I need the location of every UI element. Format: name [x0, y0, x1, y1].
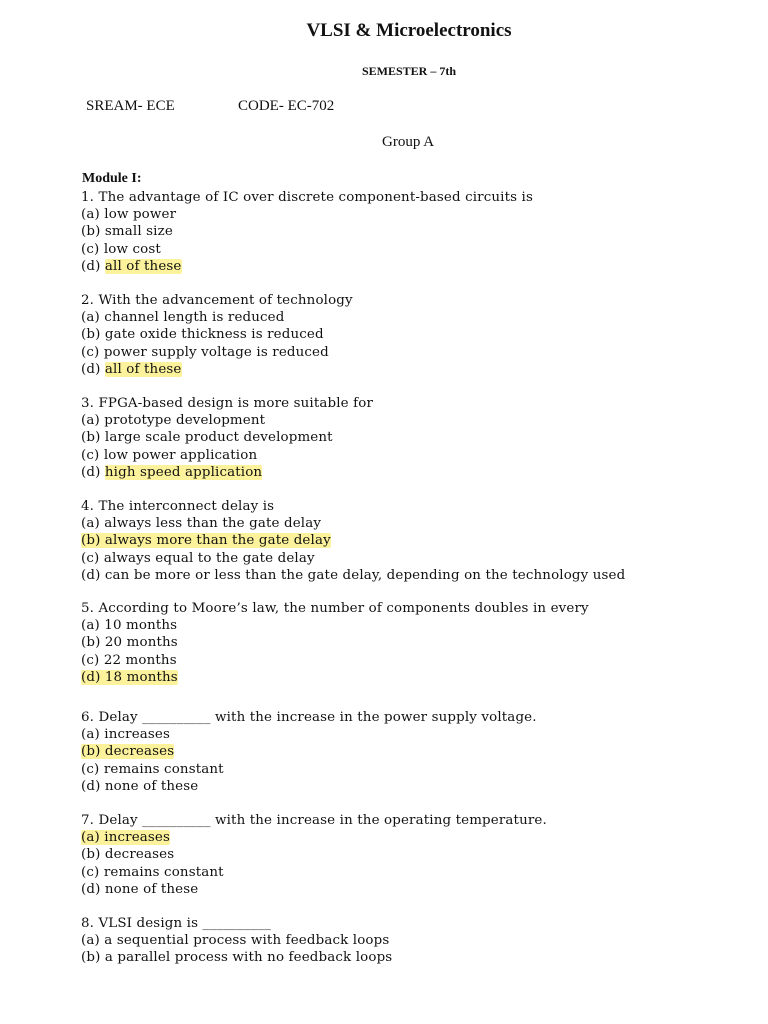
- question-text: 5. According to Moore’s law, the number of components doubles in every: [81, 601, 589, 616]
- option-label: (a): [81, 516, 105, 532]
- option-line: [81, 361, 353, 378]
- highlighted-answer: all of these: [104, 258, 182, 274]
- question-4: [81, 498, 625, 584]
- option-label: (b): [81, 950, 105, 966]
- option-line: [81, 309, 353, 326]
- option-label: (c): [81, 652, 104, 668]
- question-text: 6. Delay __________ with the increase in the power supply voltage.: [81, 710, 537, 725]
- option-line: [81, 846, 547, 863]
- option-text: remains constant: [103, 761, 224, 777]
- question-2: [81, 292, 353, 378]
- option-label: (a): [81, 413, 105, 429]
- option-text: low power application: [103, 447, 258, 463]
- option-label: (c): [81, 761, 104, 777]
- option-label: (d): [81, 778, 105, 794]
- group-label: Group A: [382, 134, 435, 150]
- option-text: increases: [104, 727, 171, 743]
- option-text: 22 months: [103, 652, 177, 668]
- option-label: (d): [81, 464, 105, 480]
- question-1: [81, 189, 533, 275]
- option-text: none of these: [104, 881, 199, 897]
- semester-label: SEMESTER – 7th: [361, 64, 457, 78]
- option-line: [81, 617, 589, 634]
- document-title: VLSI & Microelectronics: [306, 20, 512, 41]
- stream-label: SREAM- ECE: [86, 98, 175, 114]
- option-line: [81, 515, 625, 532]
- option-line: [81, 326, 353, 343]
- option-line: [81, 532, 625, 549]
- option-label: (b): [81, 224, 105, 240]
- option-line: [81, 206, 533, 223]
- option-text: prototype development: [104, 413, 266, 429]
- option-line: [81, 652, 589, 669]
- question-5: [81, 600, 589, 686]
- option-label: (a): [81, 933, 105, 949]
- question-text: 2. With the advancement of technology: [81, 293, 353, 308]
- option-line: [81, 241, 533, 258]
- question-8: [81, 915, 392, 967]
- option-text: large scale product development: [104, 430, 333, 446]
- question-text: 8. VLSI design is __________: [81, 916, 271, 931]
- option-text: low power: [104, 207, 177, 223]
- option-line: [81, 949, 392, 966]
- option-text: a sequential process with feedback loops: [104, 933, 390, 949]
- option-label: (b): [81, 635, 105, 651]
- question-text: 4. The interconnect delay is: [81, 499, 275, 514]
- option-line: [81, 778, 537, 795]
- highlight-mark: [81, 533, 331, 548]
- option-line: [81, 669, 589, 686]
- option-text: always equal to the gate delay: [103, 550, 315, 566]
- option-label: (d): [81, 258, 105, 274]
- option-text: gate oxide thickness is reduced: [104, 327, 324, 343]
- option-text: 20 months: [104, 635, 178, 651]
- option-label: (d): [81, 361, 105, 377]
- highlighted-answer: always more than the gate delay: [104, 533, 331, 549]
- option-line: [81, 223, 533, 240]
- option-label: (c): [81, 447, 104, 463]
- option-line: [81, 726, 537, 743]
- option-line: [81, 447, 373, 464]
- question-3: [81, 395, 373, 481]
- option-line: [81, 567, 625, 584]
- question-6: [81, 709, 537, 795]
- option-text: low cost: [103, 241, 161, 257]
- highlighted-answer: 18 months: [104, 669, 178, 685]
- option-line: [81, 743, 537, 760]
- option-line: [81, 550, 625, 567]
- option-line: [81, 412, 373, 429]
- option-label: (b): [81, 744, 105, 760]
- option-label: (c): [81, 344, 104, 360]
- option-label: (c): [81, 550, 104, 566]
- option-text: none of these: [104, 778, 199, 794]
- question-text: 3. FPGA-based design is more suitable for: [81, 396, 374, 411]
- option-line: [81, 258, 533, 275]
- option-label: (d): [81, 669, 105, 685]
- option-line: [81, 464, 373, 481]
- option-text: power supply voltage is reduced: [103, 344, 329, 360]
- option-line: [81, 829, 547, 846]
- course-code-label: CODE- EC-702: [238, 98, 335, 114]
- option-text: always less than the gate delay: [104, 516, 322, 532]
- option-line: [81, 932, 392, 949]
- highlighted-answer: high speed application: [104, 464, 263, 480]
- question-text: 1. The advantage of IC over discrete component-based circuits is: [81, 190, 534, 205]
- option-label: (a): [81, 310, 105, 326]
- highlight-mark: [81, 670, 178, 685]
- option-line: [81, 634, 589, 651]
- highlighted-answer: decreases: [104, 744, 175, 760]
- option-line: [81, 761, 537, 778]
- option-line: [81, 344, 353, 361]
- option-label: (d): [81, 881, 105, 897]
- option-label: (b): [81, 533, 105, 549]
- option-text: 10 months: [104, 618, 178, 634]
- highlight-mark: [81, 744, 174, 759]
- option-label: (c): [81, 864, 104, 880]
- option-text: remains constant: [103, 864, 224, 880]
- highlighted-answer: increases: [104, 830, 171, 846]
- option-label: (a): [81, 830, 105, 846]
- option-text: a parallel process with no feedback loops: [104, 950, 393, 966]
- option-label: (d): [81, 567, 105, 583]
- option-text: can be more or less than the gate delay, depending on the technology used: [104, 567, 626, 583]
- option-label: (b): [81, 327, 105, 343]
- question-text: 7. Delay __________ with the increase in the operating temperature.: [81, 813, 547, 828]
- option-label: (b): [81, 430, 105, 446]
- option-text: channel length is reduced: [104, 310, 285, 326]
- option-text: decreases: [104, 847, 175, 863]
- option-label: (a): [81, 207, 105, 223]
- module-heading: Module I:: [82, 171, 142, 186]
- option-line: [81, 881, 547, 898]
- option-label: (a): [81, 727, 105, 743]
- option-text: small size: [104, 224, 173, 240]
- question-7: [81, 812, 547, 898]
- highlighted-answer: all of these: [104, 361, 182, 377]
- option-label: (b): [81, 847, 105, 863]
- option-line: [81, 864, 547, 881]
- highlight-mark: [81, 830, 170, 845]
- option-label: (a): [81, 618, 105, 634]
- option-label: (c): [81, 241, 104, 257]
- option-line: [81, 429, 373, 446]
